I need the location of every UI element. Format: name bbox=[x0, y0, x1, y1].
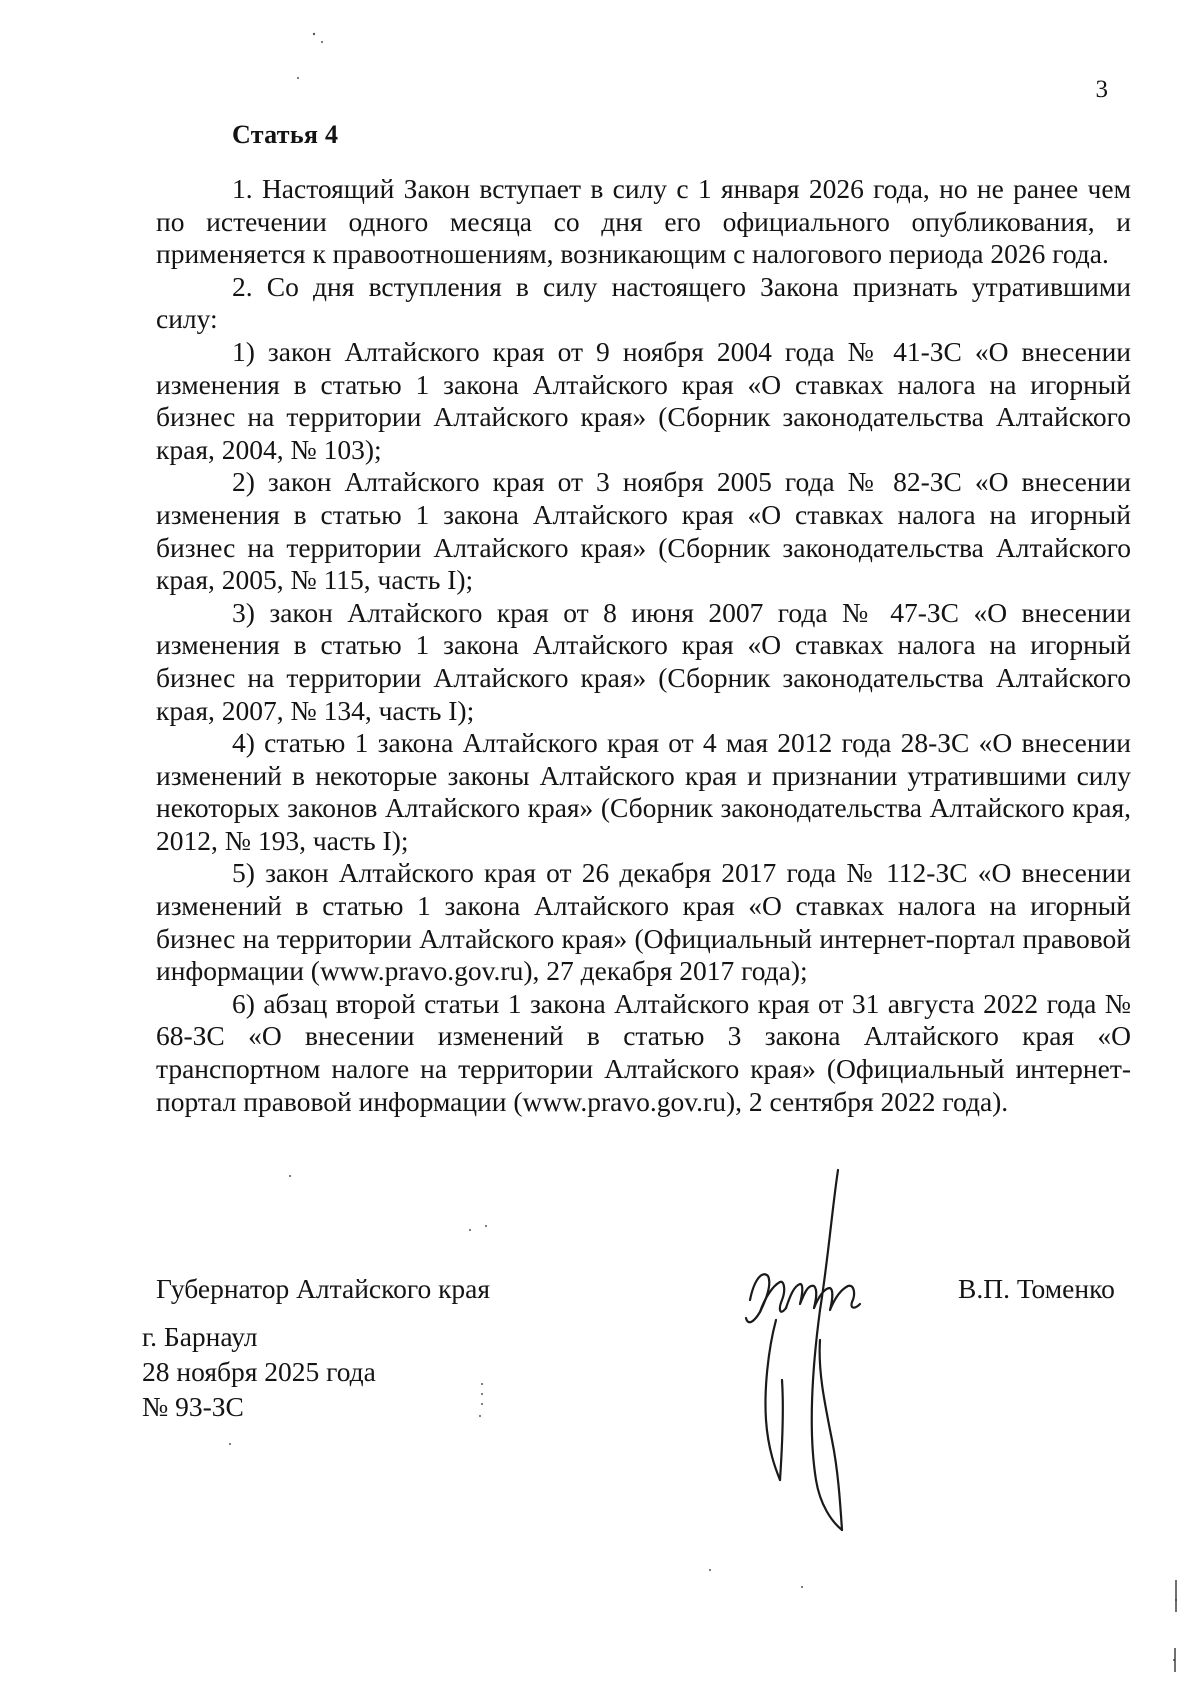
list-item-4: 4) статью 1 закона Алтайского края от 4 мая 2012 года 28-ЗС «О внесении изменений в некоторые законы Алтайского края и признании утратившими силу некоторых законов Алтайского края» (Сборник законодательства Алтайского края, 2012, № 193, часть I); bbox=[156, 727, 1131, 856]
list-item-6: 6) абзац второй статьи 1 закона Алтайского края от 31 августа 2022 года № 68-ЗС «О внесении изменений в статью 3 закона Алтайского края «О транспортном налоге на территории Алтайского края» (Официальный интернет-портал правовой информации (www.pravo.gov.ru), 2 сентября 2022 года). bbox=[156, 987, 1131, 1117]
paragraph-1: 1. Настоящий Закон вступает в силу с 1 января 2026 года, но не ранее чем по истечении одного месяца со дня его официального опубликования, и применяется к правоотношениям, возникающим с налогового периода 2026 года. bbox=[156, 173, 1131, 270]
list-item-2: 2) закон Алтайского края от 3 ноября 2005 года № 82-ЗС «О внесении изменения в статью 1 закона Алтайского края «О ставках налога на игорный бизнес на территории Алтайского края» (Сборник законодательства Алтайского края, 2005, № 115, часть I); bbox=[156, 466, 1131, 596]
list-item-1: 1) закон Алтайского края от 9 ноября 2004 года № 41-ЗС «О внесении изменения в статью 1 закона Алтайского края «О ставках налога на игорный бизнес на территории Алтайского края» (Сборник законодательства Алтайского края, 2004, № 103); bbox=[156, 335, 1131, 465]
page-number: 3 bbox=[1095, 76, 1108, 103]
list-item-5: 5) закон Алтайского края от 26 декабря 2017 года № 112-ЗС «О внесении изменений в статью 1 закона Алтайского края «О ставках налога на игорный бизнес на территории Алтайского края» (Официальный интернет-портал правовой информации (www.pravo.gov.ru), 27 декабря 2017 года); bbox=[156, 857, 1131, 987]
issue-number: № 93-ЗС bbox=[142, 1391, 244, 1422]
paragraph-2: 2. Со дня вступления в силу настоящего Закона признать утратившими силу: bbox=[156, 270, 1131, 335]
article-title: Статья 4 bbox=[232, 120, 339, 149]
signatory-name: В.П. Томенко bbox=[958, 1273, 1115, 1304]
signatory-position: Губернатор Алтайского края bbox=[156, 1273, 491, 1304]
list-item-3: 3) закон Алтайского края от 8 июня 2007 года № 47-ЗС «О внесении изменения в статью 1 закона Алтайского края «О ставках налога на игорный бизнес на территории Алтайского края» (Сборник законодательства Алтайского края, 2007, № 134, часть I); bbox=[156, 596, 1131, 726]
issue-place: г. Барнаул bbox=[142, 1321, 258, 1352]
issue-date: 28 ноября 2025 года bbox=[142, 1356, 376, 1387]
